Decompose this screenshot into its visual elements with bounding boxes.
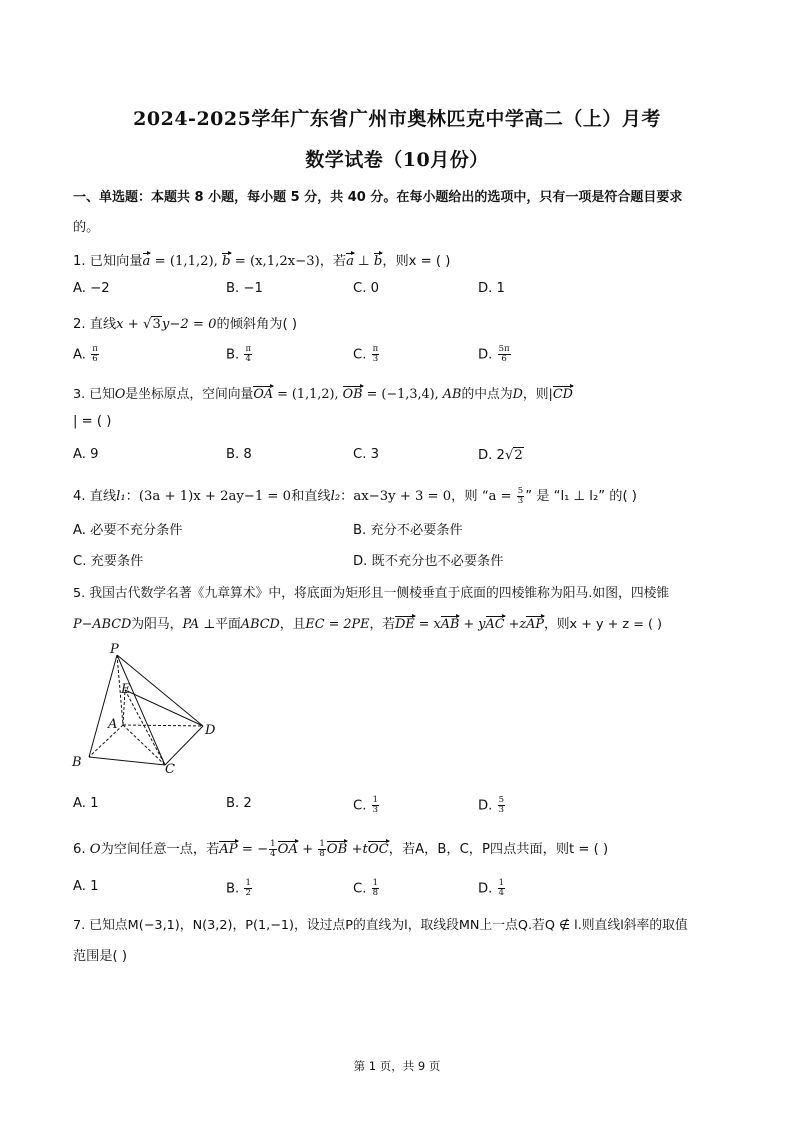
q5-option-b[interactable]: B. 2 — [226, 796, 252, 811]
pyramid-figure — [68, 638, 228, 778]
question-3: 3. 已知O是坐标原点，空间向量OA = (1,1,2), OB = (−1,3,4), AB的中点为D，则|CD — [73, 387, 573, 402]
q5-option-d[interactable]: D. $\frac{5}{3}$ — [478, 795, 504, 815]
q6-option-a[interactable]: A. 1 — [73, 879, 99, 894]
exam-subtitle: 数学试卷（10月份） — [305, 149, 489, 171]
label-c: C — [165, 762, 175, 777]
q2-option-a[interactable]: A. $\frac{\pi}{6}$ — [73, 344, 98, 364]
question-7: 7. 已知点M(−3,1)，N(3,2)，P(1,−1)，设过点P的直线为l，取线段MN上一点Q.若Q ∉ l.则直线l斜率的取值 — [73, 918, 688, 933]
edge-cd — [165, 726, 203, 765]
q2-option-b[interactable]: B. $\frac{\pi}{4}$ — [226, 344, 252, 364]
label-d: D — [205, 723, 216, 738]
q1-option-c[interactable]: C. 0 — [353, 281, 379, 296]
exam-title: 2024-2025学年广东省广州市奥林匹克中学高二（上）月考 — [133, 108, 661, 130]
q3-option-b[interactable]: B. 8 — [226, 447, 252, 462]
label-a: A — [108, 717, 118, 732]
question-4: 4. 直线l₁：(3a + 1)x + 2ay−1 = 0和直线l₂：ax−3y + 3 = 0，则 “a = $\frac{5}{3}$ ” 是 “l₁ ⊥ l₂” 的( ) — [73, 485, 637, 506]
q3-option-c[interactable]: C. 3 — [353, 447, 379, 462]
q6-option-d[interactable]: D. $\frac{1}{4}$ — [478, 878, 504, 898]
question-2: 2. 直线x + √3y−2 = 0的倾斜角为( ) — [73, 317, 297, 332]
section-heading: 一、单选题：本题共 8 小题，每小题 5 分，共 40 分。在每小题给出的选项中，只有一项是符合题目要求 — [73, 190, 683, 205]
label-p: P — [110, 642, 119, 657]
edge-ec — [125, 690, 165, 765]
question-3-cont: | = ( ) — [73, 414, 112, 429]
q1-option-a[interactable]: A. −2 — [73, 281, 110, 296]
q6-option-b[interactable]: B. $\frac{1}{2}$ — [226, 878, 251, 898]
q5-option-a[interactable]: A. 1 — [73, 796, 99, 811]
question-5: 5. 我国古代数学名著《九章算术》中，将底面为矩形且一侧棱垂直于底面的四棱锥称为阳马.如图，四棱锥 — [73, 586, 670, 601]
q3-option-d[interactable]: D. 2√2 — [478, 448, 523, 463]
label-e: E — [121, 682, 131, 697]
q2-option-c[interactable]: C. $\frac{\pi}{3}$ — [353, 344, 379, 364]
edge-ab — [89, 725, 123, 757]
question-7-cont: 范围是( ) — [73, 949, 128, 964]
q3-option-a[interactable]: A. 9 — [73, 447, 99, 462]
q4-option-a[interactable]: A. 必要不充分条件 — [73, 523, 183, 538]
q6-option-c[interactable]: C. $\frac{1}{8}$ — [353, 878, 379, 898]
section-heading-cont: 的。 — [73, 220, 100, 235]
q2-option-d[interactable]: D. $\frac{5\pi}{6}$ — [478, 344, 510, 364]
question-5-cont: P−ABCD为阳马，PA ⊥平面ABCD，且EC = 2PE，若DE = xAB + yAC +zAP，则x + y + z = ( ) — [73, 617, 663, 632]
q4-option-c[interactable]: C. 充要条件 — [73, 554, 144, 569]
edge-pb — [89, 655, 117, 757]
label-b: B — [72, 755, 82, 770]
page-footer: 第 1 页，共 9 页 — [353, 1059, 441, 1073]
edge-ac — [123, 725, 165, 765]
edge-ad — [123, 725, 203, 726]
question-6: 6. O为空间任意一点，若AP = − $\frac{1}{4}$ OA + $\frac{1}{8}$ OB +tOC，若A，B，C，P四点共面，则t = ( ) — [73, 838, 609, 859]
q5-option-c[interactable]: C. $\frac{1}{3}$ — [353, 795, 379, 815]
question-1: 1. 已知向量a = (1,1,2), b = (x,1,2x−3)，若a ⊥ b，则x = ( ) — [73, 254, 451, 269]
q4-option-b[interactable]: B. 充分不必要条件 — [353, 523, 463, 538]
q4-option-d[interactable]: D. 既不充分也不必要条件 — [353, 554, 504, 569]
edge-bc — [89, 757, 165, 765]
q1-option-b[interactable]: B. −1 — [226, 281, 263, 296]
edge-ed — [125, 690, 203, 726]
q1-option-d[interactable]: D. 1 — [478, 281, 505, 296]
